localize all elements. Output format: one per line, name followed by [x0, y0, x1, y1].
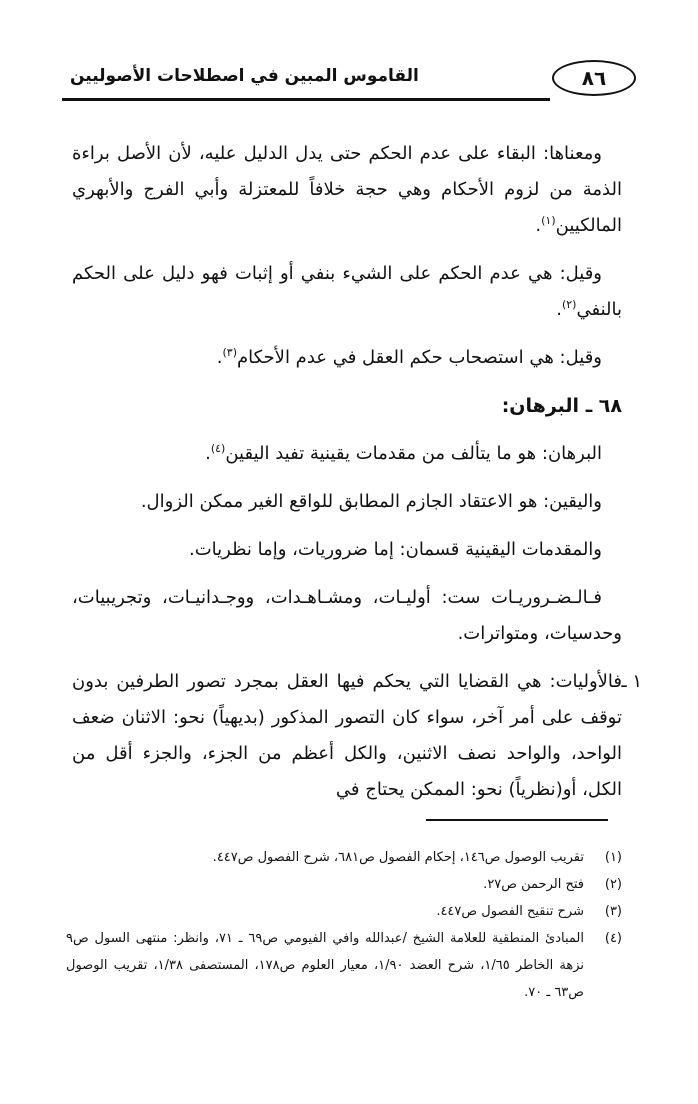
paragraph-burhan [72, 436, 622, 472]
footnote-separator [426, 819, 608, 821]
footnote [66, 925, 622, 1006]
paragraph-meaning [72, 136, 622, 244]
footnote-number: (٢) [604, 877, 622, 892]
paragraph-text: وقيل: هي استصحاب حكم العقل في عدم الأحكام [236, 347, 602, 368]
paragraph-end: . [556, 299, 562, 320]
paragraph-text: وتجريبيات، وحدسيات، ومتواترات. [72, 587, 622, 644]
footnote-ref: (١) [541, 214, 556, 227]
paragraph-definition-2 [72, 256, 622, 328]
paragraph-premises: والمقدمات اليقينية قسمان: إما ضروريات، وإما نظريات. [188, 539, 602, 560]
footnote-text: المبادئ المنطقية للعلامة الشيخ /عبدالله وافي الفيومي ص٦٩ ـ ٧١، وانظر: منتهى السول ص٩ نزهة الخاطر ١/٦٥، شرح العضد ١/٩٠، معيار العلوم ص١٧٨، المستصفى ١/٣٨، تقريب الوصول ص٦٣ ـ ٧٠. [66, 931, 584, 1000]
footnote-ref: (٢) [561, 298, 577, 311]
body-text [72, 136, 642, 820]
item-text: فالأوليات: هي القضايا التي يحكم فيها العقل بمجرد تصور الطرفين بدون توقف على أمر آخر، سواء كان التصور المذكور (بديهياً) نحو: الاثنان ضعف الواحد، والواحد نصف الاثنين، والكل أعظم من الجزء، والجزء أقل من الكل، أو(نظرياً) نحو: الممكن يحتاج في [72, 671, 622, 800]
page-header [62, 60, 636, 102]
footnote [66, 871, 622, 898]
paragraph-text: ومعناها: البقاء على عدم الحكم حتى يدل الدليل عليه، لأن الأصل براءة الذمة من لزوم الأحكام وهي حجة خلافاً للمعتزلة وأبي الفرج والأبهري المالكيين [72, 143, 622, 236]
section-number: ٦٨ ـ [585, 395, 622, 417]
section-title: البرهان: [501, 395, 580, 417]
footnote-ref: (٤) [210, 442, 226, 455]
paragraph-text: فـالـضـروريـات ست: أوليـات، ومشـاهـدات، ووجـدانيـات، [162, 587, 602, 608]
paragraph-yaqin: واليقين: هو الاعتقاد الجازم المطابق للواقع الغير ممكن الزوال. [140, 491, 602, 512]
paragraph-end: . [216, 347, 223, 368]
footnote-text: فتح الرحمن ص٢٧. [483, 877, 584, 892]
item-number: ١ ـ [621, 671, 642, 692]
footnote-ref: (٣) [222, 346, 237, 359]
paragraph-end: . [205, 443, 211, 464]
paragraph-text: البرهان: هو ما يتألف من مقدمات يقينية تفيد اليقين [225, 443, 602, 464]
paragraph-definition-3 [72, 340, 622, 376]
list-item-awwaliyat [72, 664, 642, 808]
footnote-text: تقريب الوصول ص١٤٦، إحكام الفصول ص٦٨١، شرح الفصول ص٤٤٧. [212, 850, 584, 865]
page-number: ٨٦ [552, 60, 636, 96]
paragraph-necessities [72, 580, 622, 652]
section-heading [72, 388, 622, 424]
footnote [66, 898, 622, 925]
paragraph-end: . [535, 215, 542, 236]
footnote-text: شرح تنقيح الفصول ص٤٤٧. [436, 904, 584, 919]
header-rule [62, 98, 550, 101]
footnote-number: (١) [604, 850, 622, 865]
footnote-number: (٤) [604, 931, 622, 946]
footnote-number: (٣) [604, 904, 622, 919]
running-title: القاموس المبين في اصطلاحات الأصوليين [70, 66, 419, 86]
footnotes [66, 844, 622, 1006]
footnote [66, 844, 622, 871]
paragraph-text: وقيل: هي عدم الحكم على الشيء بنفي أو إثبات فهو دليل على الحكم بالنفي [72, 263, 622, 320]
